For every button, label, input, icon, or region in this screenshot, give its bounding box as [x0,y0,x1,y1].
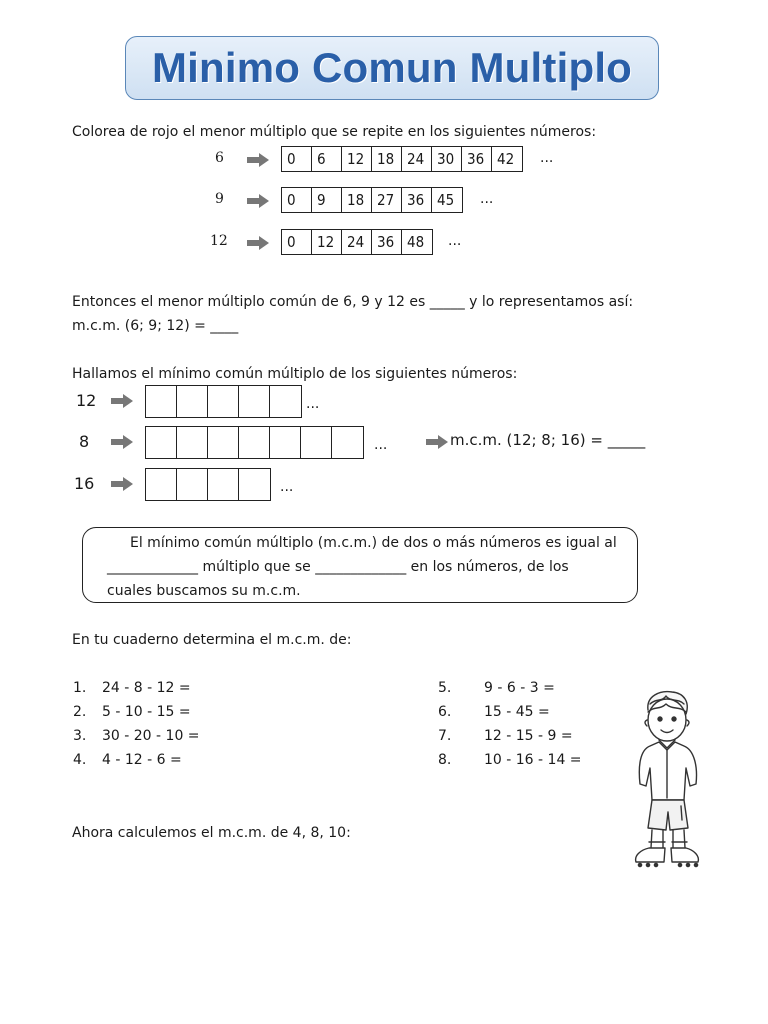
continuation-dots: ... [374,437,388,453]
multiple-cell: 45 [437,191,455,209]
arrow-right-icon [111,477,133,491]
multiples-row-12 [281,229,433,255]
multiple-cell: 48 [407,233,425,251]
row-label: 12 [210,233,228,249]
arrow-right-icon [247,153,269,167]
exercise-number: 3. [73,728,87,744]
exercise-number: 6. [438,704,452,720]
note-line2: _____________ múltiplo que se _____________ en los números, de los [107,559,569,575]
final-instruction: Ahora calculemos el m.c.m. de 4, 8, 10: [72,825,351,841]
blank-cell [301,427,332,458]
section3-instruction: Hallamos el mínimo común múltiplo de los siguientes números: [72,366,518,382]
blank-cell [208,469,239,500]
exercise-number: 7. [438,728,452,744]
arrow-right-icon [111,435,133,449]
exercise-number: 2. [73,704,87,720]
exercises-instruction: En tu cuaderno determina el m.c.m. de: [72,632,352,648]
blank-cell [239,386,270,417]
exercise-text: 9 - 6 - 3 = [484,680,555,696]
multiple-cell: 36 [462,147,492,171]
blank-multiples-row-16 [145,468,271,501]
exercise-number: 8. [438,752,452,768]
multiple-cell: 24 [342,230,372,254]
row-label: 8 [79,432,90,451]
multiples-row-6 [281,146,523,172]
exercise-text: 5 - 10 - 15 = [102,704,191,720]
section2-line1: Entonces el menor múltiplo común de 6, 9 y 12 es _____ y lo representamos así: [72,294,634,310]
blank-cell [208,427,239,458]
blank-cell [332,427,363,458]
blank-cell [239,469,270,500]
continuation-dots: ... [448,233,462,249]
note-line3: cuales buscamos su m.c.m. [107,583,301,599]
blank-cell [239,427,270,458]
blank-cell [177,427,208,458]
multiples-row-9 [281,187,463,213]
blank-cell [208,386,239,417]
multiple-cell: 12 [342,147,372,171]
multiple-cell: 42 [497,150,515,168]
arrow-right-icon [247,194,269,208]
exercise-text: 15 - 45 = [484,704,550,720]
exercise-number: 5. [438,680,452,696]
exercise-text: 12 - 15 - 9 = [484,728,573,744]
continuation-dots: ... [306,396,320,412]
multiple-cell: 36 [402,188,432,212]
exercise-text: 24 - 8 - 12 = [102,680,191,696]
exercise-text: 4 - 12 - 6 = [102,752,182,768]
arrow-right-icon [247,236,269,250]
multiple-cell: 24 [402,147,432,171]
title-banner [125,36,659,100]
multiple-cell: 36 [372,230,402,254]
row-label: 6 [215,150,224,166]
exercise-text: 10 - 16 - 14 = [484,752,582,768]
boy-illustration [626,688,708,870]
multiple-cell: 18 [372,147,402,171]
blank-cell [146,427,177,458]
multiple-cell: 12 [312,230,342,254]
section2-line2: m.c.m. (6; 9; 12) = ____ [72,318,239,334]
multiple-cell: 0 [282,147,312,171]
continuation-dots: ... [480,191,494,207]
row-label: 16 [74,474,95,493]
exercise-number: 1. [73,680,87,696]
arrow-right-icon [426,435,448,449]
blank-cell [146,386,177,417]
blank-cell [177,469,208,500]
multiple-cell: 6 [312,147,342,171]
blank-cell [270,427,301,458]
blank-cell [177,386,208,417]
exercise-number: 4. [73,752,87,768]
section1-instruction: Colorea de rojo el menor múltiplo que se repite en los siguientes números: [72,124,597,140]
page-title: Minimo Comun Multiplo [151,44,633,91]
multiple-cell: 18 [342,188,372,212]
continuation-dots: ... [540,150,554,166]
multiple-cell: 30 [432,147,462,171]
multiple-cell: 0 [282,188,312,212]
blank-cell [146,469,177,500]
multiple-cell: 0 [282,230,312,254]
row-label: 9 [215,191,224,207]
blank-cell [270,386,301,417]
multiple-cell: 9 [312,188,342,212]
arrow-right-icon [111,394,133,408]
exercise-text: 30 - 20 - 10 = [102,728,200,744]
continuation-dots: ... [280,479,294,495]
multiple-cell: 27 [372,188,402,212]
blank-multiples-row-8 [145,426,364,459]
row-label: 12 [76,391,97,410]
blank-multiples-row-12 [145,385,302,418]
note-line1: El mínimo común múltiplo (m.c.m.) de dos o más números es igual al [130,535,617,551]
lcm-result: m.c.m. (12; 8; 16) = _____ [450,431,646,449]
